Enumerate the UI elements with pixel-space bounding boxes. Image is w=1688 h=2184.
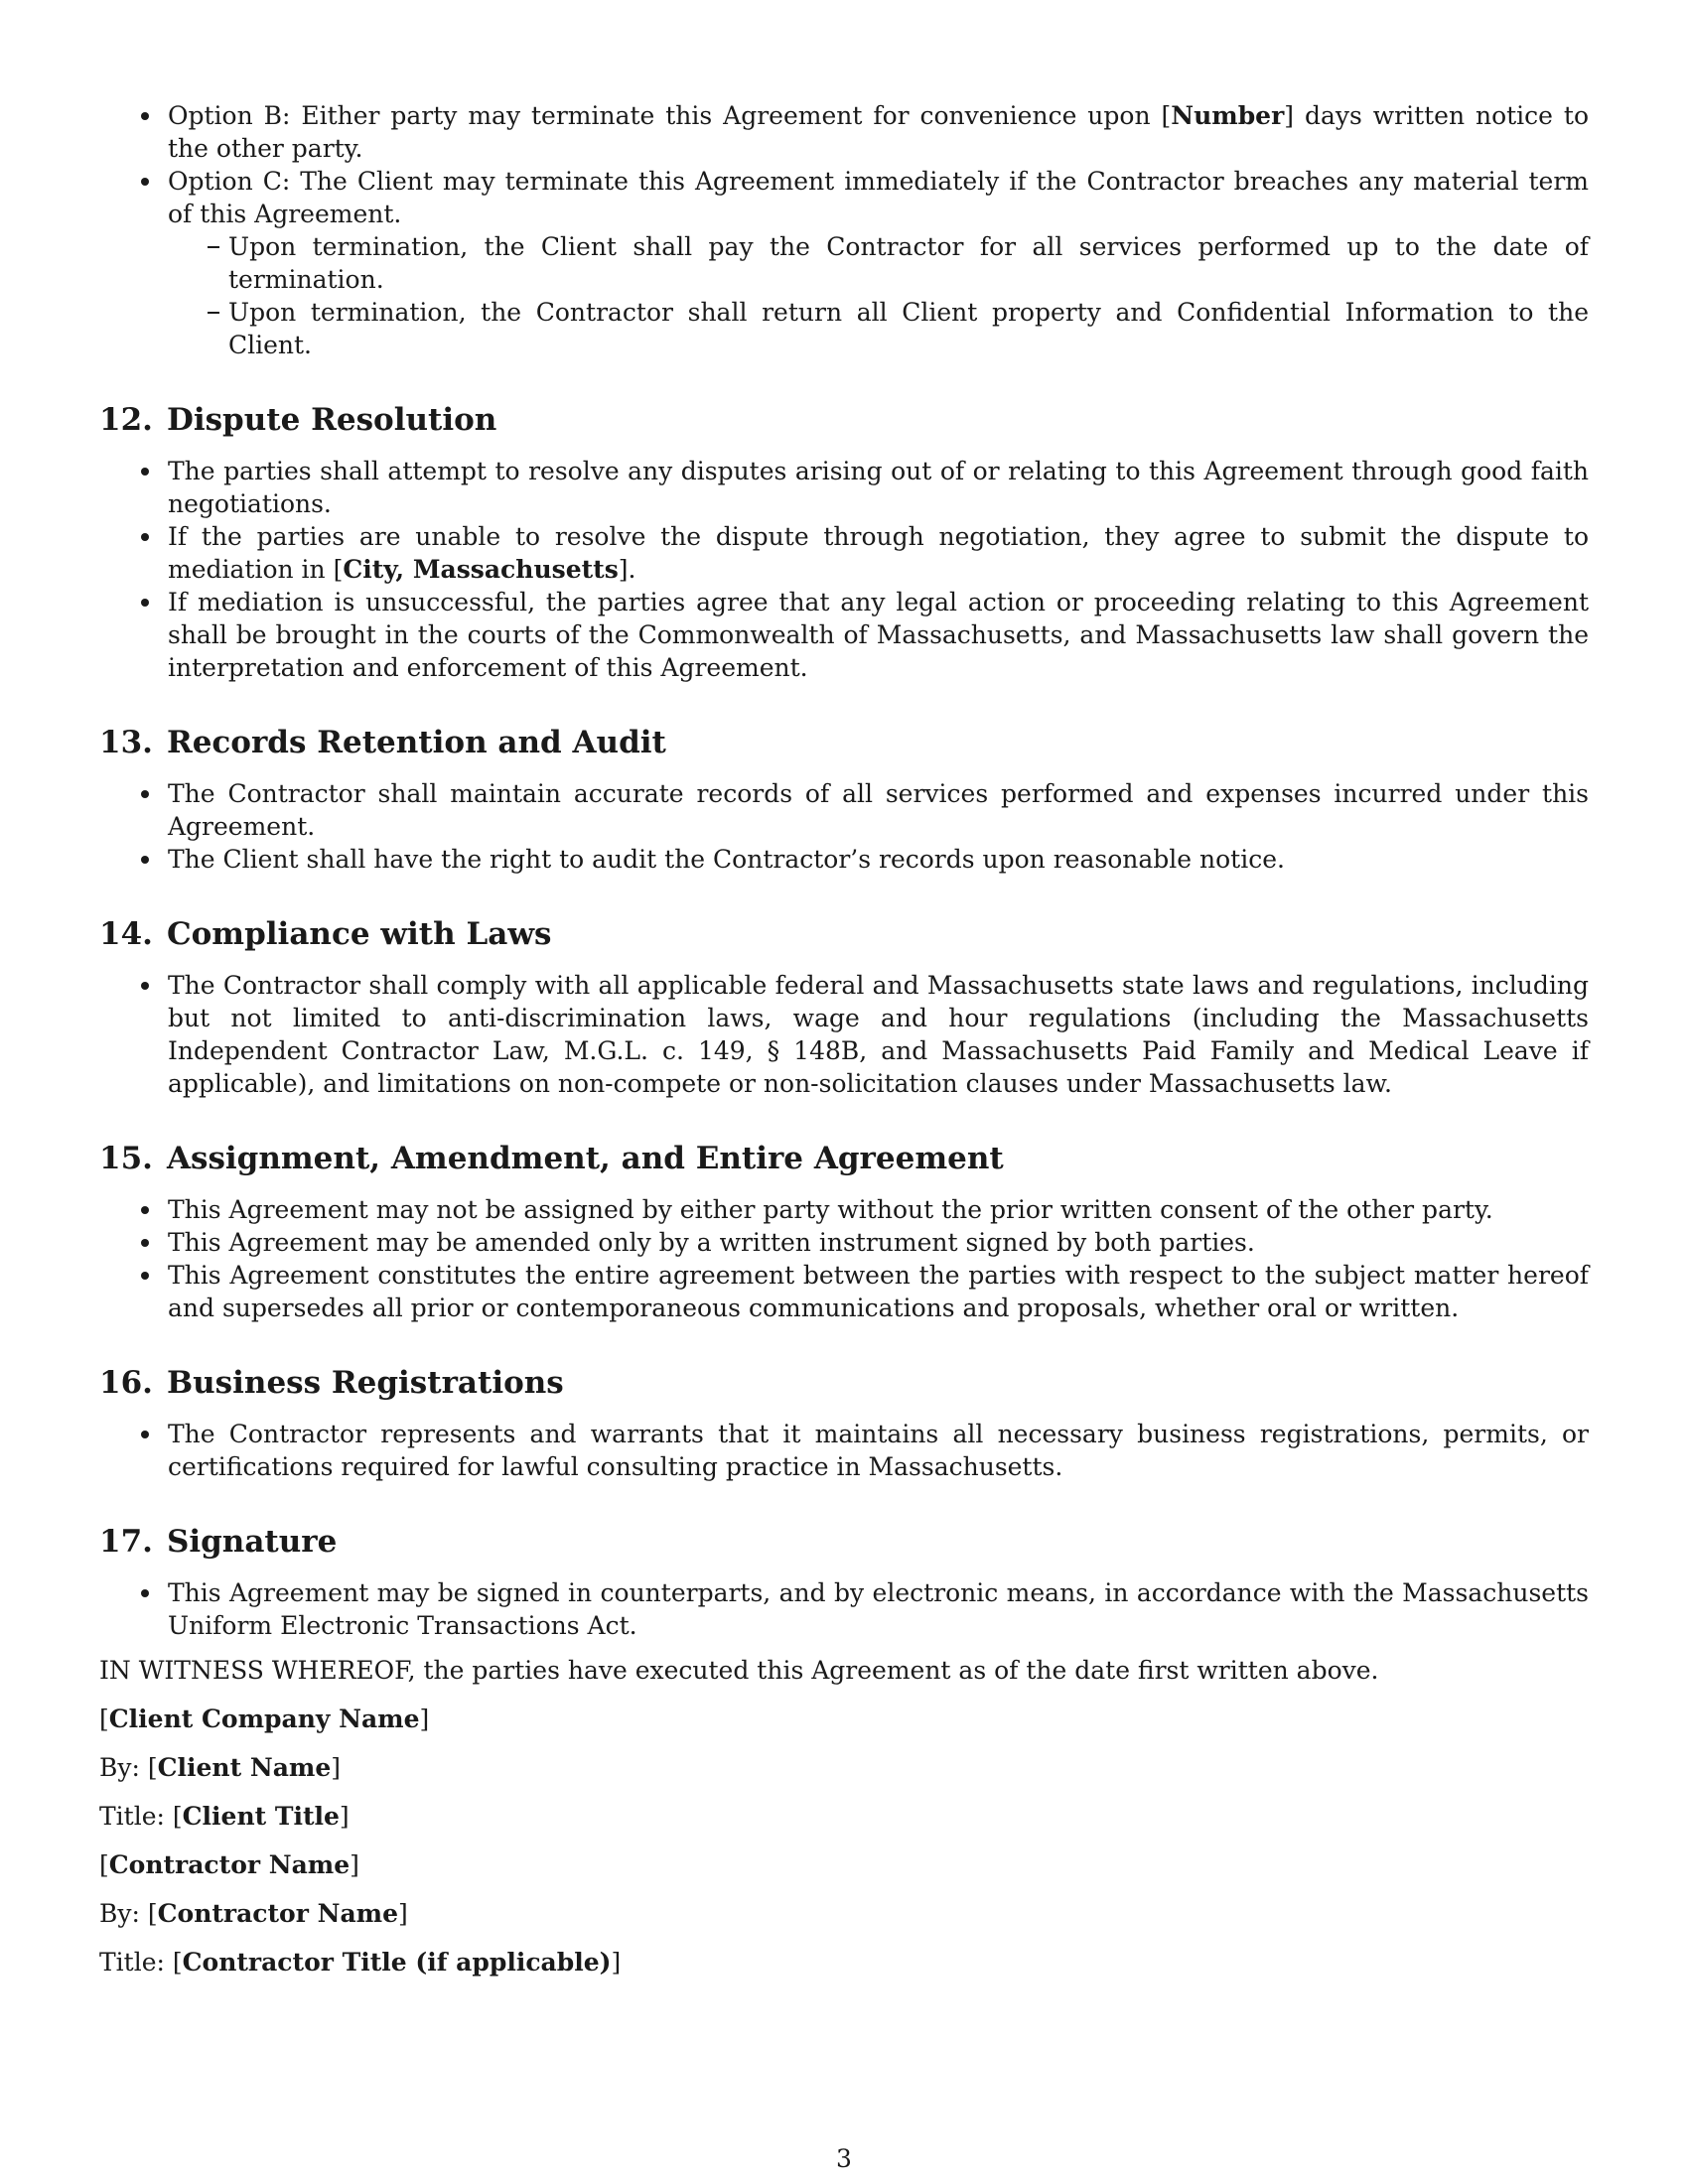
section-16-list bbox=[99, 1418, 1589, 1483]
section-heading-16: 16. Business Registrations bbox=[99, 1365, 564, 1401]
section-14-list bbox=[99, 969, 1589, 1100]
list-item: This Agreement may be amended only by a written instrument signed by both parties. bbox=[99, 1226, 1589, 1259]
section-heading-15: 15. Assignment, Amendment, and Entire Agreement bbox=[99, 1141, 1004, 1176]
section-17-list bbox=[99, 1576, 1589, 1642]
placeholder-city: City, Massachusetts bbox=[343, 555, 619, 584]
sub-list-item: Upon termination, the Client shall pay the Contractor for all services performed up to the date of termination. bbox=[168, 230, 1589, 296]
termination-sub-list bbox=[168, 230, 1589, 361]
list-item: This Agreement may not be assigned by either party without the prior written consent of the other party. bbox=[99, 1193, 1589, 1226]
section-heading-17: 17. Signature bbox=[99, 1524, 338, 1560]
list-item: This Agreement may be signed in counterparts, and by electronic means, in accordance with the Massachusetts Uniform Electronic Transactions Act. bbox=[99, 1576, 1589, 1642]
section-heading-14: 14. Compliance with Laws bbox=[99, 916, 552, 952]
section-15-list bbox=[99, 1193, 1589, 1324]
page-content bbox=[99, 99, 1589, 1979]
contractor-company-line: [Contractor Name] bbox=[99, 1850, 359, 1879]
page-number: 3 bbox=[836, 2144, 852, 2173]
contractor-title-line: Title: [Contractor Title (if applicable)] bbox=[99, 1948, 622, 1977]
section-13-list bbox=[99, 777, 1589, 876]
client-company-line: [Client Company Name] bbox=[99, 1705, 430, 1733]
list-item: Option C: The Client may terminate this Agreement immediately if the Contractor breaches any material term of this Agreement. Upon termination, the Client shall pay the Contractor for all services performed up to the date of termination. Upon termination, the Contractor shall return all Client property and Confidential Information to the Client. bbox=[99, 165, 1589, 361]
placeholder-number: Number bbox=[1171, 101, 1285, 130]
list-item: If mediation is unsuccessful, the parties agree that any legal action or proceeding relating to this Agreement shall be brought in the courts of the Commonwealth of Massachusetts, and Massachusetts law shall govern the interpretation and enforcement of this Agreement. bbox=[99, 586, 1589, 684]
termination-options-list bbox=[99, 99, 1589, 361]
list-item: The Contractor represents and warrants that it maintains all necessary business registrations, permits, or certifications required for lawful consulting practice in Massachusetts. bbox=[99, 1418, 1589, 1483]
list-item: The parties shall attempt to resolve any disputes arising out of or relating to this Agreement through good faith negotiations. bbox=[99, 455, 1589, 520]
list-item: This Agreement constitutes the entire agreement between the parties with respect to the subject matter hereof and supersedes all prior or contemporaneous communications and proposals, whether oral or written. bbox=[99, 1259, 1589, 1324]
list-item: The Contractor shall maintain accurate records of all services performed and expenses incurred under this Agreement. bbox=[99, 777, 1589, 843]
section-heading-13: 13. Records Retention and Audit bbox=[99, 725, 666, 760]
list-item: If the parties are unable to resolve the dispute through negotiation, they agree to submit the dispute to mediation in [City, Massachusetts]. bbox=[99, 520, 1589, 586]
contractor-by-line: By: [Contractor Name] bbox=[99, 1899, 408, 1928]
list-item: The Contractor shall comply with all applicable federal and Massachusetts state laws and regulations, including but not limited to anti-discrimination laws, wage and hour regulations (including the Massachusetts Independent Contractor Law, M.G.L. c. 149, § 148B, and Massachusetts Paid Family and Medical Leave if applicable), and limitations on non-compete or non-solicitation clauses under Massachusetts law. bbox=[99, 969, 1589, 1100]
client-by-line: By: [Client Name] bbox=[99, 1753, 342, 1782]
witness-statement: IN WITNESS WHEREOF, the parties have executed this Agreement as of the date first written above. bbox=[99, 1656, 1379, 1685]
section-12-list bbox=[99, 455, 1589, 684]
section-heading-12: 12. Dispute Resolution bbox=[99, 402, 497, 438]
list-item: Option B: Either party may terminate this Agreement for convenience upon [Number] days written notice to the other party. bbox=[99, 99, 1589, 165]
list-item: The Client shall have the right to audit the Contractor’s records upon reasonable notice. bbox=[99, 843, 1589, 876]
sub-list-item: Upon termination, the Contractor shall return all Client property and Confidential Information to the Client. bbox=[168, 296, 1589, 361]
client-title-line: Title: [Client Title] bbox=[99, 1802, 350, 1831]
